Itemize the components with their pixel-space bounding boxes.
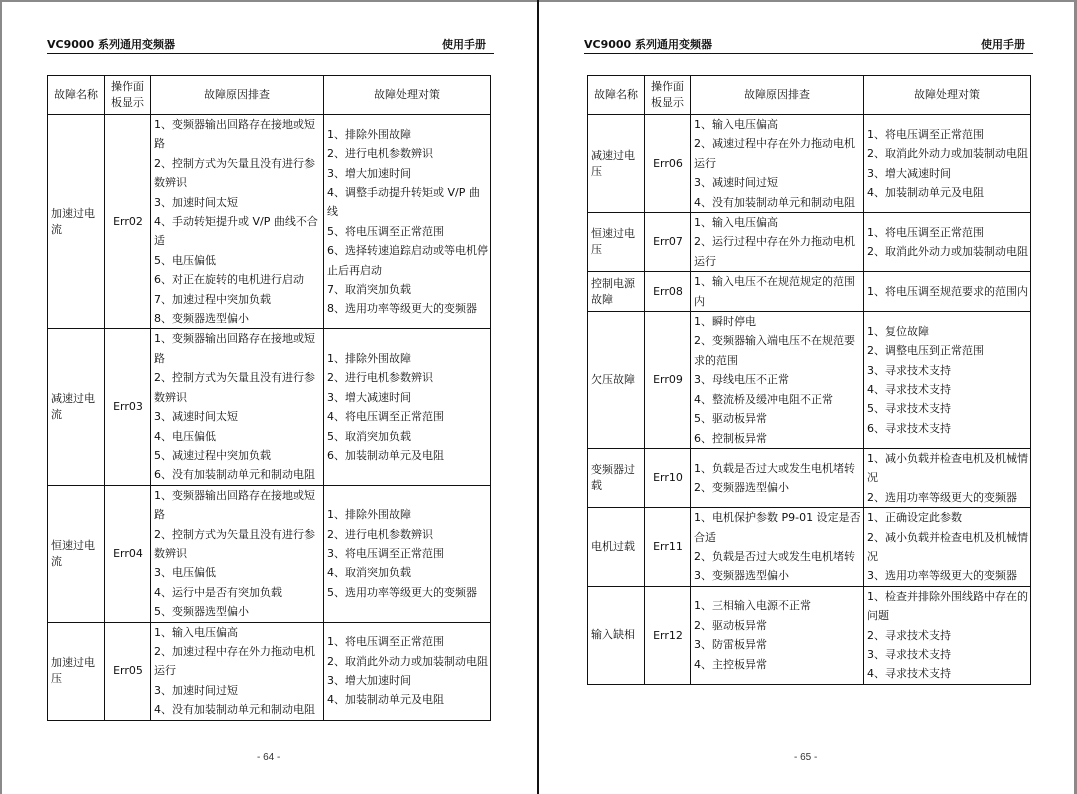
fault-code-cell: Err05 — [105, 622, 151, 720]
cause-item: 1、变频器输出回路存在接地或短路 — [154, 118, 315, 151]
table-row — [48, 115, 491, 329]
fault-name-cell: 控制电源故障 — [588, 272, 645, 312]
action-item: 3、选用功率等级更大的变频器 — [867, 569, 1017, 583]
cause-item: 5、变频器选型偏小 — [154, 605, 249, 619]
column-header-actions: 故障处理对策 — [864, 76, 1031, 115]
cause-item: 1、负载是否过大或发生电机堵转 — [694, 461, 855, 475]
cause-item: 2、运行过程中存在外力拖动电机运行 — [694, 235, 855, 268]
fault-actions-cell — [324, 329, 491, 485]
cause-item: 4、运行中是否有突加负载 — [154, 585, 282, 599]
action-item: 5、取消突加负载 — [327, 429, 411, 443]
fault-name-cell: 恒速过电压 — [588, 213, 645, 272]
cause-item: 1、三相输入电源不正常 — [694, 599, 811, 613]
action-item: 2、进行电机参数辨识 — [327, 147, 433, 161]
cause-item: 5、减速过程中突加负载 — [154, 448, 271, 462]
table-row — [588, 586, 1031, 684]
fault-code-cell: Err11 — [645, 508, 691, 587]
cause-item: 2、负载是否过大或发生电机堵转 — [694, 549, 855, 563]
page-left — [0, 0, 537, 794]
action-item: 7、取消突加负载 — [327, 282, 411, 296]
fault-code-cell: Err02 — [105, 115, 151, 329]
fault-code-cell: Err10 — [645, 448, 691, 507]
action-item: 4、寻求技术支持 — [867, 667, 951, 681]
cause-item: 4、电压偏低 — [154, 429, 216, 443]
cause-item: 1、输入电压偏高 — [154, 625, 238, 639]
cause-item: 3、加速时间过短 — [154, 683, 238, 697]
table-row — [588, 213, 1031, 272]
action-item: 2、进行电机参数辨识 — [327, 527, 433, 541]
action-item: 1、将电压调至正常范围 — [867, 127, 984, 141]
table-row — [588, 272, 1031, 312]
action-item: 1、正确设定此参数 — [867, 511, 962, 525]
running-header — [584, 36, 1033, 54]
cause-item: 3、电压偏低 — [154, 566, 216, 580]
table-row — [48, 329, 491, 485]
table-header-row — [48, 76, 491, 115]
table-body — [48, 115, 491, 721]
fault-name-cell: 恒速过电流 — [48, 485, 105, 622]
action-item: 3、增大加速时间 — [327, 166, 411, 180]
action-item: 2、取消此外动力或加装制动电阻 — [327, 654, 488, 668]
panel-display-line2: 板显示 — [651, 96, 684, 109]
cause-item: 4、手动转矩提升或 V/P 曲线不合适 — [154, 215, 318, 248]
fault-actions-cell — [324, 485, 491, 622]
action-item: 1、检查并排除外围线路中存在的问题 — [867, 589, 1028, 623]
action-item: 4、调整手动提升转矩或 V/P 曲线 — [327, 185, 480, 219]
column-header-fault-name: 故障名称 — [588, 76, 645, 115]
header-manual-label: 使用手册 — [981, 38, 1025, 51]
action-item: 1、复位故障 — [867, 324, 929, 338]
cause-item: 1、输入电压偏高 — [694, 118, 778, 131]
action-item: 1、将电压调至规范要求的范围内 — [867, 284, 1028, 298]
column-header-causes: 故障原因排查 — [691, 76, 864, 115]
action-item: 6、寻求技术支持 — [867, 421, 951, 435]
action-item: 2、调整电压到正常范围 — [867, 344, 984, 358]
fault-causes-cell — [151, 115, 324, 329]
fault-name-cell: 加速过电流 — [48, 115, 105, 329]
cause-item: 5、驱动板异常 — [694, 412, 767, 426]
fault-name-cell: 减速过电压 — [588, 115, 645, 213]
fault-actions-cell — [864, 312, 1031, 449]
action-item: 3、增大加速时间 — [327, 674, 411, 688]
fault-causes-cell — [151, 622, 324, 720]
action-item: 2、减小负载并检查电机及机械情况 — [867, 530, 1028, 563]
fault-name-cell: 变频器过载 — [588, 448, 645, 507]
cause-item: 2、控制方式为矢量且没有进行参数辨识 — [154, 527, 315, 560]
action-item: 3、将电压调至正常范围 — [327, 546, 444, 560]
fault-causes-cell — [691, 508, 864, 587]
fault-name-cell: 加速过电压 — [48, 622, 105, 720]
action-item: 6、加装制动单元及电阻 — [327, 448, 444, 462]
fault-code-cell: Err06 — [645, 115, 691, 213]
action-item: 4、寻求技术支持 — [867, 382, 951, 396]
cause-item: 7、加速过程中突加负载 — [154, 292, 271, 306]
cause-item: 3、加速时间太短 — [154, 195, 238, 209]
fault-code-cell: Err04 — [105, 485, 151, 622]
fault-causes-cell — [691, 448, 864, 507]
header-title: VC9000 系列通用变频器 — [47, 38, 176, 51]
action-item: 8、选用功率等级更大的变频器 — [327, 302, 477, 316]
table-row — [588, 448, 1031, 507]
fault-causes-cell — [691, 586, 864, 684]
panel-display-line2: 板显示 — [111, 96, 144, 109]
column-header-actions: 故障处理对策 — [324, 76, 491, 115]
action-item: 2、寻求技术支持 — [867, 628, 951, 642]
fault-actions-cell — [864, 272, 1031, 312]
action-item: 4、加装制动单元及电阻 — [867, 185, 984, 199]
action-item: 2、选用功率等级更大的变频器 — [867, 490, 1017, 504]
fault-name-cell: 欠压故障 — [588, 312, 645, 449]
cause-item: 3、防雷板异常 — [694, 638, 767, 652]
fault-code-cell: Err03 — [105, 329, 151, 485]
column-header-panel-display — [645, 76, 691, 115]
page-number: - 65 - — [794, 752, 818, 763]
action-item: 1、排除外围故障 — [327, 508, 411, 522]
cause-item: 1、电机保护参数 P9-01 设定是否合适 — [694, 511, 861, 544]
cause-item: 1、输入电压偏高 — [694, 216, 778, 230]
action-item: 1、将电压调至正常范围 — [867, 225, 984, 239]
cause-item: 3、变频器选型偏小 — [694, 569, 789, 583]
table-row — [48, 485, 491, 622]
cause-item: 2、减速过程中存在外力拖动电机运行 — [694, 137, 855, 170]
fault-actions-cell — [864, 448, 1031, 507]
cause-item: 2、变频器选型偏小 — [694, 481, 789, 495]
fault-actions-cell — [324, 622, 491, 720]
fault-actions-cell — [864, 586, 1031, 684]
table-body — [588, 115, 1031, 685]
fault-actions-cell — [864, 115, 1031, 213]
table-row — [48, 622, 491, 720]
fault-table — [587, 75, 1031, 685]
fault-name-cell: 电机过载 — [588, 508, 645, 587]
page-right — [539, 0, 1074, 794]
cause-item: 6、对正在旋转的电机进行启动 — [154, 273, 304, 287]
table-row — [588, 508, 1031, 587]
cause-item: 6、没有加装制动单元和制动电阻 — [154, 468, 315, 482]
fault-code-cell: Err08 — [645, 272, 691, 312]
table-row — [588, 312, 1031, 449]
fault-name-cell: 输入缺相 — [588, 586, 645, 684]
fault-causes-cell — [691, 213, 864, 272]
fault-table — [47, 75, 491, 721]
fault-code-cell: Err07 — [645, 213, 691, 272]
column-header-fault-name: 故障名称 — [48, 76, 105, 115]
column-header-panel-display — [105, 76, 151, 115]
action-item: 2、进行电机参数辨识 — [327, 371, 433, 385]
cause-item: 1、变频器输出回路存在接地或短路 — [154, 488, 315, 522]
cause-item: 3、减速时间太短 — [154, 410, 238, 424]
fault-causes-cell — [151, 485, 324, 622]
cause-item: 1、瞬时停电 — [694, 315, 756, 329]
header-title: VC9000 系列通用变频器 — [584, 38, 713, 51]
fault-causes-cell — [691, 272, 864, 312]
header-manual-label: 使用手册 — [442, 38, 486, 51]
column-header-causes: 故障原因排查 — [151, 76, 324, 115]
action-item: 6、选择转速追踪启动或等电机停止后再启动 — [327, 244, 488, 277]
fault-code-cell: Err12 — [645, 586, 691, 684]
fault-name-cell: 减速过电流 — [48, 329, 105, 485]
action-item: 4、加装制动单元及电阻 — [327, 693, 444, 707]
action-item: 5、选用功率等级更大的变频器 — [327, 585, 477, 599]
fault-actions-cell — [324, 115, 491, 329]
running-header — [47, 36, 494, 54]
action-item: 5、将电压调至正常范围 — [327, 224, 444, 238]
panel-display-line1: 操作面 — [651, 80, 684, 93]
cause-item: 1、输入电压不在规范规定的范围内 — [694, 275, 855, 308]
action-item: 1、排除外围故障 — [327, 351, 411, 365]
cause-item: 3、母线电压不正常 — [694, 373, 789, 387]
action-item: 3、增大减速时间 — [867, 166, 951, 180]
action-item: 5、寻求技术支持 — [867, 402, 951, 416]
action-item: 1、减小负载并检查电机及机械情况 — [867, 451, 1028, 485]
action-item: 3、增大减速时间 — [327, 390, 411, 404]
action-item: 4、将电压调至正常范围 — [327, 410, 444, 424]
cause-item: 4、没有加装制动单元和制动电阻 — [154, 703, 315, 717]
action-item: 2、取消此外动力或加装制动电阻 — [867, 147, 1028, 161]
table-header-row — [588, 76, 1031, 115]
action-item: 2、取消此外动力或加装制动电阻 — [867, 245, 1028, 259]
cause-item: 2、控制方式为矢量且没有进行参数辨识 — [154, 156, 315, 190]
cause-item: 6、控制板异常 — [694, 431, 767, 445]
fault-code-cell: Err09 — [645, 312, 691, 449]
cause-item: 2、变频器输入端电压不在规范要求的范围 — [694, 334, 855, 367]
fault-causes-cell — [691, 115, 864, 213]
fault-causes-cell — [691, 312, 864, 449]
cause-item: 5、电压偏低 — [154, 253, 216, 267]
action-item: 1、将电压调至正常范围 — [327, 635, 444, 649]
action-item: 3、寻求技术支持 — [867, 647, 951, 661]
table-row — [588, 115, 1031, 213]
cause-item: 4、主控板异常 — [694, 657, 767, 671]
action-item: 3、寻求技术支持 — [867, 363, 951, 377]
fault-actions-cell — [864, 508, 1031, 587]
cause-item: 4、整流桥及缓冲电阻不正常 — [694, 392, 833, 406]
cause-item: 2、驱动板异常 — [694, 618, 767, 632]
cause-item: 2、控制方式为矢量且没有进行参数辨识 — [154, 371, 315, 404]
fault-actions-cell — [864, 213, 1031, 272]
cause-item: 8、变频器选型偏小 — [154, 312, 249, 326]
action-item: 4、取消突加负载 — [327, 566, 411, 580]
panel-display-line1: 操作面 — [111, 80, 144, 93]
cause-item: 3、减速时间过短 — [694, 176, 778, 190]
cause-item: 2、加速过程中存在外力拖动电机运行 — [154, 644, 315, 678]
action-item: 1、排除外围故障 — [327, 127, 411, 141]
page-number: - 64 - — [257, 752, 281, 763]
cause-item: 4、没有加装制动单元和制动电阻 — [694, 195, 855, 209]
cause-item: 1、变频器输出回路存在接地或短路 — [154, 332, 315, 365]
fault-causes-cell — [151, 329, 324, 485]
